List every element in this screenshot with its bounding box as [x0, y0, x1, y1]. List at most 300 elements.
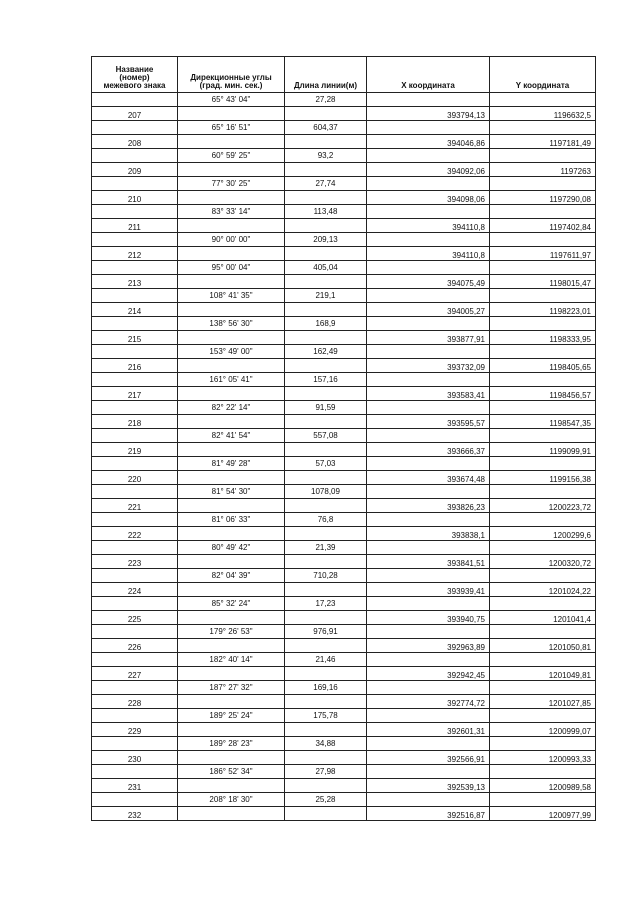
point-row	[92, 639, 596, 653]
header-angle: Дирекционные углы (град. мин. сек.)	[178, 57, 285, 93]
x-coordinate: 392566,91	[367, 751, 490, 765]
direction-angle: 90° 00' 00"	[178, 233, 285, 247]
x-coordinate: 393939,41	[367, 583, 490, 597]
point-name: 208	[92, 135, 178, 149]
line-length: 57,03	[285, 457, 367, 471]
x-coordinate: 393794,13	[367, 107, 490, 121]
x-empty	[367, 317, 490, 331]
point-name: 226	[92, 639, 178, 653]
x-empty	[367, 709, 490, 723]
x-coordinate: 393666,37	[367, 443, 490, 457]
point-name-empty	[92, 93, 178, 107]
line-length: 162,49	[285, 345, 367, 359]
angle-empty	[178, 135, 285, 149]
y-coordinate: 1201027,85	[490, 695, 596, 709]
y-coordinate: 1198333,95	[490, 331, 596, 345]
point-name-empty	[92, 233, 178, 247]
direction-angle: 85° 32' 24"	[178, 597, 285, 611]
point-name-empty	[92, 737, 178, 751]
length-empty	[285, 443, 367, 457]
segment-row	[92, 457, 596, 471]
point-name-empty	[92, 681, 178, 695]
point-row	[92, 471, 596, 485]
y-empty	[490, 653, 596, 667]
direction-angle: 182° 40' 14"	[178, 653, 285, 667]
direction-angle: 108° 41' 35"	[178, 289, 285, 303]
boundary-points-table	[91, 56, 596, 821]
point-row	[92, 331, 596, 345]
angle-empty	[178, 415, 285, 429]
y-empty	[490, 233, 596, 247]
point-row	[92, 499, 596, 513]
point-name-empty	[92, 709, 178, 723]
header-name: Название (номер) межевого знака	[92, 57, 178, 93]
x-coordinate: 394110,8	[367, 219, 490, 233]
y-empty	[490, 93, 596, 107]
y-coordinate: 1200999,07	[490, 723, 596, 737]
segment-row	[92, 233, 596, 247]
length-empty	[285, 163, 367, 177]
point-row	[92, 387, 596, 401]
point-name: 220	[92, 471, 178, 485]
direction-angle: 83° 33' 14"	[178, 205, 285, 219]
point-row	[92, 695, 596, 709]
x-coordinate: 394110,8	[367, 247, 490, 261]
direction-angle: 81° 49' 28"	[178, 457, 285, 471]
y-empty	[490, 597, 596, 611]
segment-row	[92, 149, 596, 163]
line-length: 604,37	[285, 121, 367, 135]
line-length: 91,59	[285, 401, 367, 415]
point-row	[92, 303, 596, 317]
length-empty	[285, 611, 367, 625]
y-empty	[490, 513, 596, 527]
y-coordinate: 1197290,08	[490, 191, 596, 205]
segment-row	[92, 541, 596, 555]
length-empty	[285, 247, 367, 261]
direction-angle: 82° 41' 54"	[178, 429, 285, 443]
y-coordinate: 1197402,84	[490, 219, 596, 233]
y-coordinate: 1199099,91	[490, 443, 596, 457]
point-row	[92, 107, 596, 121]
length-empty	[285, 723, 367, 737]
length-empty	[285, 527, 367, 541]
header-x: X координата	[367, 57, 490, 93]
x-coordinate: 394046,86	[367, 135, 490, 149]
point-row	[92, 219, 596, 233]
line-length: 710,28	[285, 569, 367, 583]
point-name-empty	[92, 289, 178, 303]
y-coordinate: 1201041,4	[490, 611, 596, 625]
x-coordinate: 392516,87	[367, 807, 490, 821]
point-row	[92, 527, 596, 541]
x-empty	[367, 401, 490, 415]
x-coordinate: 393841,51	[367, 555, 490, 569]
y-coordinate: 1201049,81	[490, 667, 596, 681]
segment-row	[92, 737, 596, 751]
segment-row	[92, 625, 596, 639]
point-name-empty	[92, 541, 178, 555]
point-row	[92, 667, 596, 681]
point-name: 209	[92, 163, 178, 177]
y-coordinate: 1198456,57	[490, 387, 596, 401]
length-empty	[285, 359, 367, 373]
y-empty	[490, 373, 596, 387]
point-name: 229	[92, 723, 178, 737]
segment-row	[92, 513, 596, 527]
point-name-empty	[92, 205, 178, 219]
line-length: 34,88	[285, 737, 367, 751]
segment-row	[92, 429, 596, 443]
line-length: 76,8	[285, 513, 367, 527]
x-empty	[367, 541, 490, 555]
y-empty	[490, 149, 596, 163]
direction-angle: 161° 05' 41"	[178, 373, 285, 387]
length-empty	[285, 303, 367, 317]
segment-row	[92, 121, 596, 135]
x-coordinate: 392774,72	[367, 695, 490, 709]
line-length: 21,46	[285, 653, 367, 667]
x-coordinate: 394075,49	[367, 275, 490, 289]
x-empty	[367, 485, 490, 499]
length-empty	[285, 779, 367, 793]
point-row	[92, 191, 596, 205]
line-length: 175,78	[285, 709, 367, 723]
line-length: 168,9	[285, 317, 367, 331]
y-empty	[490, 205, 596, 219]
length-empty	[285, 667, 367, 681]
point-name: 218	[92, 415, 178, 429]
point-name: 222	[92, 527, 178, 541]
x-empty	[367, 345, 490, 359]
y-coordinate: 1197263	[490, 163, 596, 177]
y-empty	[490, 793, 596, 807]
line-length: 113,48	[285, 205, 367, 219]
point-row	[92, 247, 596, 261]
line-length: 93,2	[285, 149, 367, 163]
point-row	[92, 751, 596, 765]
angle-empty	[178, 527, 285, 541]
segment-row	[92, 597, 596, 611]
angle-empty	[178, 443, 285, 457]
angle-empty	[178, 303, 285, 317]
x-empty	[367, 457, 490, 471]
angle-empty	[178, 807, 285, 821]
y-empty	[490, 709, 596, 723]
angle-empty	[178, 583, 285, 597]
angle-empty	[178, 779, 285, 793]
point-name: 228	[92, 695, 178, 709]
segment-row	[92, 681, 596, 695]
x-empty	[367, 205, 490, 219]
y-empty	[490, 765, 596, 779]
point-name-empty	[92, 653, 178, 667]
y-empty	[490, 681, 596, 695]
x-coordinate: 393940,75	[367, 611, 490, 625]
segment-row	[92, 289, 596, 303]
length-empty	[285, 639, 367, 653]
length-empty	[285, 751, 367, 765]
point-name-empty	[92, 121, 178, 135]
line-length: 17,23	[285, 597, 367, 611]
point-name-empty	[92, 345, 178, 359]
y-coordinate: 1200320,72	[490, 555, 596, 569]
x-coordinate: 393595,57	[367, 415, 490, 429]
y-empty	[490, 317, 596, 331]
direction-angle: 81° 06' 33"	[178, 513, 285, 527]
line-length: 25,28	[285, 793, 367, 807]
length-empty	[285, 275, 367, 289]
x-empty	[367, 653, 490, 667]
x-empty	[367, 625, 490, 639]
point-name: 219	[92, 443, 178, 457]
length-empty	[285, 415, 367, 429]
point-name-empty	[92, 149, 178, 163]
point-name-empty	[92, 429, 178, 443]
point-row	[92, 275, 596, 289]
point-name-empty	[92, 401, 178, 415]
point-name-empty	[92, 373, 178, 387]
direction-angle: 138° 56' 30"	[178, 317, 285, 331]
angle-empty	[178, 387, 285, 401]
x-coordinate: 392942,45	[367, 667, 490, 681]
line-length: 1078,09	[285, 485, 367, 499]
length-empty	[285, 807, 367, 821]
point-name: 212	[92, 247, 178, 261]
table-header-row	[92, 57, 596, 93]
y-coordinate: 1196632,5	[490, 107, 596, 121]
y-coordinate: 1201050,81	[490, 639, 596, 653]
length-empty	[285, 387, 367, 401]
direction-angle: 179° 26' 53"	[178, 625, 285, 639]
y-empty	[490, 625, 596, 639]
line-length: 157,16	[285, 373, 367, 387]
segment-row	[92, 765, 596, 779]
point-name-empty	[92, 569, 178, 583]
point-name: 216	[92, 359, 178, 373]
x-coordinate: 394098,06	[367, 191, 490, 205]
header-length: Длина линии(м)	[285, 57, 367, 93]
point-name: 211	[92, 219, 178, 233]
y-empty	[490, 401, 596, 415]
x-coordinate: 392963,89	[367, 639, 490, 653]
point-name-empty	[92, 793, 178, 807]
point-name: 231	[92, 779, 178, 793]
line-length: 27,74	[285, 177, 367, 191]
angle-empty	[178, 275, 285, 289]
x-coordinate: 393826,23	[367, 499, 490, 513]
y-coordinate: 1200299,6	[490, 527, 596, 541]
y-coordinate: 1200993,33	[490, 751, 596, 765]
y-empty	[490, 485, 596, 499]
angle-empty	[178, 359, 285, 373]
direction-angle: 189° 28' 23"	[178, 737, 285, 751]
x-empty	[367, 177, 490, 191]
angle-empty	[178, 219, 285, 233]
length-empty	[285, 695, 367, 709]
point-name-empty	[92, 261, 178, 275]
x-empty	[367, 513, 490, 527]
y-empty	[490, 457, 596, 471]
x-empty	[367, 597, 490, 611]
direction-angle: 82° 04' 39"	[178, 569, 285, 583]
y-empty	[490, 541, 596, 555]
point-row	[92, 723, 596, 737]
y-empty	[490, 345, 596, 359]
y-coordinate: 1200223,72	[490, 499, 596, 513]
point-row	[92, 415, 596, 429]
angle-empty	[178, 695, 285, 709]
point-row	[92, 583, 596, 597]
direction-angle: 189° 25' 24"	[178, 709, 285, 723]
line-length: 209,13	[285, 233, 367, 247]
point-name: 215	[92, 331, 178, 345]
line-length: 219,1	[285, 289, 367, 303]
angle-empty	[178, 751, 285, 765]
direction-angle: 81° 54' 30"	[178, 485, 285, 499]
point-name-empty	[92, 597, 178, 611]
y-empty	[490, 737, 596, 751]
point-name-empty	[92, 457, 178, 471]
point-row	[92, 135, 596, 149]
direction-angle: 153° 49' 00"	[178, 345, 285, 359]
x-coordinate: 394092,06	[367, 163, 490, 177]
x-empty	[367, 373, 490, 387]
segment-row	[92, 401, 596, 415]
angle-empty	[178, 331, 285, 345]
segment-row	[92, 177, 596, 191]
point-row	[92, 163, 596, 177]
x-empty	[367, 737, 490, 751]
point-name: 227	[92, 667, 178, 681]
line-length: 21,39	[285, 541, 367, 555]
segment-row	[92, 793, 596, 807]
point-name: 232	[92, 807, 178, 821]
x-coordinate: 393877,91	[367, 331, 490, 345]
point-name-empty	[92, 513, 178, 527]
angle-empty	[178, 555, 285, 569]
x-empty	[367, 233, 490, 247]
direction-angle: 82° 22' 14"	[178, 401, 285, 415]
point-row	[92, 359, 596, 373]
direction-angle: 65° 16' 51"	[178, 121, 285, 135]
y-coordinate: 1198405,65	[490, 359, 596, 373]
x-empty	[367, 261, 490, 275]
length-empty	[285, 583, 367, 597]
segment-row	[92, 317, 596, 331]
direction-angle: 95° 00' 04"	[178, 261, 285, 275]
angle-empty	[178, 499, 285, 513]
x-empty	[367, 569, 490, 583]
x-coordinate: 393838,1	[367, 527, 490, 541]
header-y: Y координата	[490, 57, 596, 93]
point-name: 213	[92, 275, 178, 289]
segment-row	[92, 93, 596, 107]
line-length: 27,28	[285, 93, 367, 107]
direction-angle: 77° 30' 25"	[178, 177, 285, 191]
y-coordinate: 1201024,22	[490, 583, 596, 597]
point-name: 223	[92, 555, 178, 569]
y-empty	[490, 569, 596, 583]
direction-angle: 187° 27' 32"	[178, 681, 285, 695]
length-empty	[285, 191, 367, 205]
point-name-empty	[92, 485, 178, 499]
coordinates-document	[91, 56, 595, 821]
x-empty	[367, 681, 490, 695]
x-empty	[367, 93, 490, 107]
angle-empty	[178, 471, 285, 485]
segment-row	[92, 485, 596, 499]
point-name: 217	[92, 387, 178, 401]
segment-row	[92, 345, 596, 359]
x-coordinate: 393732,09	[367, 359, 490, 373]
angle-empty	[178, 723, 285, 737]
point-name-empty	[92, 317, 178, 331]
segment-row	[92, 709, 596, 723]
point-row	[92, 779, 596, 793]
y-coordinate: 1200977,99	[490, 807, 596, 821]
point-name: 230	[92, 751, 178, 765]
direction-angle: 186° 52' 34"	[178, 765, 285, 779]
x-coordinate: 393674,48	[367, 471, 490, 485]
point-name: 210	[92, 191, 178, 205]
y-coordinate: 1198015,47	[490, 275, 596, 289]
point-row	[92, 611, 596, 625]
y-coordinate: 1200989,58	[490, 779, 596, 793]
segment-row	[92, 205, 596, 219]
angle-empty	[178, 107, 285, 121]
length-empty	[285, 107, 367, 121]
x-coordinate: 392539,13	[367, 779, 490, 793]
y-empty	[490, 261, 596, 275]
point-name: 224	[92, 583, 178, 597]
y-coordinate: 1197181,49	[490, 135, 596, 149]
angle-empty	[178, 163, 285, 177]
line-length: 557,08	[285, 429, 367, 443]
y-coordinate: 1199156,38	[490, 471, 596, 485]
y-empty	[490, 177, 596, 191]
direction-angle: 65° 43' 04"	[178, 93, 285, 107]
y-empty	[490, 429, 596, 443]
length-empty	[285, 135, 367, 149]
line-length: 405,04	[285, 261, 367, 275]
point-name: 214	[92, 303, 178, 317]
angle-empty	[178, 611, 285, 625]
angle-empty	[178, 667, 285, 681]
angle-empty	[178, 247, 285, 261]
point-row	[92, 555, 596, 569]
point-name: 225	[92, 611, 178, 625]
x-empty	[367, 765, 490, 779]
point-row	[92, 443, 596, 457]
length-empty	[285, 331, 367, 345]
x-coordinate: 394005,27	[367, 303, 490, 317]
point-row	[92, 807, 596, 821]
x-coordinate: 393583,41	[367, 387, 490, 401]
direction-angle: 208° 18' 30"	[178, 793, 285, 807]
y-coordinate: 1197611,97	[490, 247, 596, 261]
x-empty	[367, 429, 490, 443]
point-name-empty	[92, 765, 178, 779]
x-coordinate: 392601,31	[367, 723, 490, 737]
point-name: 221	[92, 499, 178, 513]
y-empty	[490, 289, 596, 303]
length-empty	[285, 219, 367, 233]
length-empty	[285, 471, 367, 485]
length-empty	[285, 555, 367, 569]
table-body	[92, 93, 596, 821]
x-empty	[367, 149, 490, 163]
